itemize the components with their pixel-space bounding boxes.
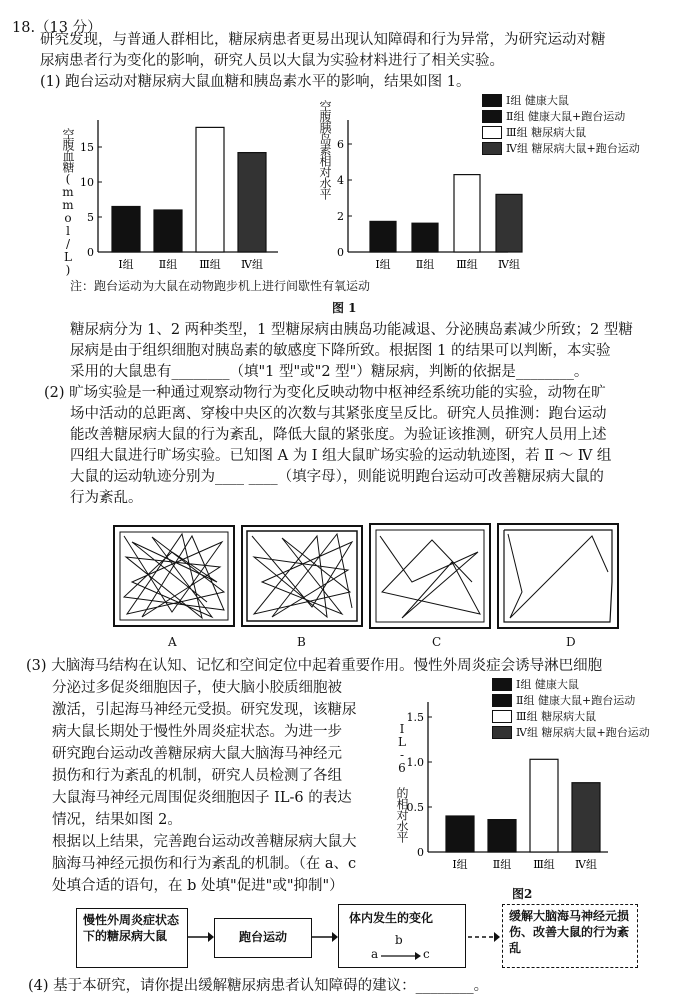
- flow-a: a: [371, 947, 379, 961]
- bar: [154, 210, 182, 252]
- y-tick-label: 15: [80, 141, 94, 154]
- flow-arrow: [312, 930, 338, 944]
- x-tick-label: Ⅰ组: [375, 258, 391, 271]
- intro-line-1: 研究发现，与普通人群相比，糖尿病患者更易出现认知障碍和行为异常，为研究运动对糖: [40, 32, 606, 48]
- flow-b: b: [395, 933, 403, 947]
- flow-box-changes: [338, 904, 466, 968]
- track-label-b: B: [297, 635, 306, 649]
- x-tick-label: Ⅳ组: [241, 258, 263, 271]
- legend-item: Ⅱ组 健康大鼠+跑台运动: [482, 108, 640, 124]
- x-tick-label: Ⅲ组: [456, 258, 478, 271]
- bar: [530, 759, 558, 852]
- y-tick-label: 0.5: [406, 801, 424, 814]
- part1-line-3: 采用的大鼠患有________（填"1 型"或"2 型"）糖尿病，判断的依据是________。: [70, 364, 589, 380]
- x-tick-label: Ⅱ组: [415, 258, 435, 271]
- track-c: [370, 524, 490, 628]
- y-tick-label: 1.5: [406, 711, 424, 724]
- legend-item: Ⅲ组 糖尿病大鼠: [492, 708, 650, 724]
- flow-box-diabetic-rats: 慢性外周炎症状态下的糖尿病大鼠: [76, 908, 188, 968]
- chart1-ylabel: 空腹血糖(mmol/L): [61, 128, 75, 276]
- fig1-note: 注：跑台运动为大鼠在动物跑步机上进行间歇性有氧运动: [70, 279, 371, 293]
- track-b: [242, 526, 362, 626]
- part3-line-6: 损伤和行为紊乱的机制，研究人员检测了各组: [52, 768, 342, 784]
- x-tick-label: Ⅰ组: [118, 258, 134, 271]
- y-tick-label: 5: [87, 211, 94, 224]
- part3-line-5: 研究跑台运动改善糖尿病大鼠大脑海马神经元: [52, 746, 342, 762]
- y-tick-label: 10: [80, 176, 94, 189]
- bar: [370, 221, 396, 252]
- flow-box-treadmill: 跑台运动: [214, 918, 312, 958]
- part3-line-1: (3) 大脑海马结构在认知、记忆和空间定位中起着重要作用。慢性外周炎症会诱导淋巴细胞: [26, 658, 603, 674]
- y-tick-label: 2: [337, 210, 344, 223]
- fig1-legend: [482, 92, 640, 156]
- track-a: [114, 526, 234, 626]
- part4: (4) 基于本研究，请你提出缓解糖尿病患者认知障碍的建议：________。: [28, 978, 489, 994]
- y-tick-label: 0: [337, 246, 344, 259]
- y-tick-label: 0: [417, 846, 424, 859]
- x-tick-label: Ⅳ组: [498, 258, 520, 271]
- part3-line-7: 大鼠海马神经元周围促炎细胞因子 IL-6 的表达: [52, 790, 352, 806]
- part3-line-4: 病大鼠长期处于慢性外周炎症状态。为进一步: [52, 724, 342, 740]
- bar: [496, 194, 522, 252]
- legend-item: Ⅱ组 健康大鼠+跑台运动: [492, 692, 650, 708]
- track-label-a: A: [168, 635, 177, 649]
- part3-line-2: 分泌过多促炎细胞因子，使大脑小胶质细胞被: [52, 680, 342, 696]
- flow-inner-arrow: [381, 951, 421, 961]
- x-tick-label: Ⅱ组: [492, 858, 512, 871]
- track-label-c: C: [432, 635, 442, 649]
- part2-line-4: 四组大鼠进行旷场实验。已知图 A 为 Ⅰ 组大鼠旷场实验的运动轨迹图，若 Ⅱ ～ Ⅳ 组: [70, 448, 612, 464]
- part1-line-1: 糖尿病分为 1、2 两种类型，1 型糖尿病由胰岛功能减退、分泌胰岛素减少所致；2 型糖: [70, 322, 633, 338]
- x-tick-label: Ⅲ组: [533, 858, 555, 871]
- part1-title: (1) 跑台运动对糖尿病大鼠血糖和胰岛素水平的影响，结果如图 1。: [40, 74, 471, 90]
- open-field-tracks: [112, 522, 672, 652]
- bar: [488, 820, 516, 852]
- flow-box-outcome: 缓解大脑海马神经元损伤、改善大鼠的行为紊乱: [502, 904, 638, 968]
- bar: [112, 207, 140, 253]
- glucose-bar-chart: [80, 100, 290, 280]
- y-tick-label: 0: [87, 246, 94, 259]
- part3-line-9: 根据以上结果，完善跑台运动改善糖尿病大鼠大: [52, 834, 357, 850]
- track-d: [498, 524, 618, 628]
- fig2-caption: 图2: [512, 887, 533, 901]
- flow-arrow: [188, 930, 214, 944]
- legend-item: Ⅰ组 健康大鼠: [492, 676, 650, 692]
- part3-line-11: 处填合适的语句，在 b 处填"促进"或"抑制"）: [52, 878, 344, 894]
- flow-dashed-arrow: [468, 930, 502, 944]
- bar: [454, 175, 480, 252]
- y-tick-label: 4: [337, 174, 344, 187]
- part3-line-8: 情况，结果如图 2。: [52, 812, 182, 828]
- chart3-ylabel: IL-6 的相对水平: [395, 722, 409, 842]
- legend-item: Ⅰ组 健康大鼠: [482, 92, 640, 108]
- x-tick-label: Ⅳ组: [575, 858, 597, 871]
- part2-line-5: 大鼠的运动轨迹分别为____ ____（填字母），则能说明跑台运动可改善糖尿病大鼠的: [70, 469, 604, 485]
- x-tick-label: Ⅰ组: [452, 858, 468, 871]
- bar: [238, 153, 266, 252]
- flow-changes-title: 体内发生的变化: [349, 911, 434, 925]
- bar: [446, 816, 474, 852]
- part2-line-6: 行为紊乱。: [70, 490, 143, 506]
- flow-c: c: [423, 947, 430, 961]
- x-tick-label: Ⅲ组: [199, 258, 221, 271]
- legend-item: Ⅲ组 糖尿病大鼠: [482, 124, 640, 140]
- part2-line-2: 场中活动的总距离、穿梭中央区的次数与其紧张度呈反比。研究人员推测：跑台运动: [70, 406, 607, 422]
- part2-line-1: (2) 旷场实验是一种通过观察动物行为变化反映动物中枢神经系统功能的实验，动物在旷: [44, 385, 606, 401]
- legend-item: Ⅳ组 糖尿病大鼠+跑台运动: [492, 724, 650, 740]
- bar: [572, 783, 600, 852]
- legend-item: Ⅳ组 糖尿病大鼠+跑台运动: [482, 140, 640, 156]
- part1-line-2: 尿病是由于组织细胞对胰岛素的敏感度下降所致。根据图 1 的结果可以判断，本实验: [70, 343, 611, 359]
- y-tick-label: 1.0: [406, 756, 424, 769]
- bar: [196, 127, 224, 252]
- question-number: 18.（13 分）: [12, 20, 102, 36]
- track-label-d: D: [566, 635, 576, 649]
- part3-line-3: 激活，引起海马神经元受损。研究发现，该糖尿: [52, 702, 357, 718]
- chart2-ylabel: 空腹胰岛素相对水平: [318, 100, 332, 199]
- fig2-legend: [492, 676, 650, 740]
- y-tick-label: 6: [337, 138, 344, 151]
- intro-line-2: 尿病患者行为变化的影响，研究人员以大鼠为实验材料进行了相关实验。: [40, 53, 504, 69]
- x-tick-label: Ⅱ组: [158, 258, 178, 271]
- part2-line-3: 能改善糖尿病大鼠的行为紊乱，降低大鼠的紧张度。为验证该推测，研究人员用上述: [70, 427, 607, 443]
- fig1-caption: 图 1: [332, 301, 357, 315]
- bar: [412, 223, 438, 252]
- part3-line-10: 脑海马神经元损伤和行为紊乱的机制。（在 a、c: [52, 856, 357, 872]
